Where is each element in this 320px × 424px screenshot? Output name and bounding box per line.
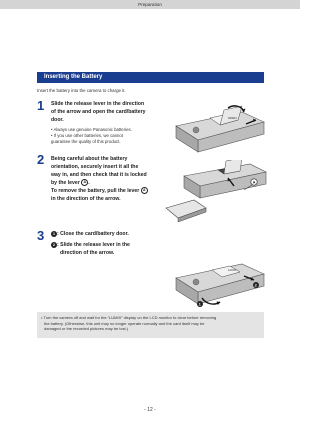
step-1-line: of the arrow and open the card/battery — [51, 109, 146, 115]
step-3-item: 2 : Slide the release lever in the — [52, 241, 130, 248]
step-3-text — [51, 230, 130, 257]
page-number: - 12 - — [144, 407, 156, 413]
bullet-item: guarantee the quality of this product. — [51, 139, 121, 144]
intro-text: Insert the battery into the camera to charge it. — [37, 88, 126, 93]
header-title: Preparation — [138, 2, 162, 7]
lock-label: LOCK — [228, 268, 237, 272]
lever-a-marker: A — [81, 179, 88, 186]
step-3-item: direction of the arrow. — [60, 250, 115, 256]
step-3-ref-1-marker: 1 — [198, 301, 201, 307]
step-2-number: 2 — [37, 152, 45, 167]
lever-a-label: A — [252, 179, 256, 185]
camera-open-door-illustration — [172, 104, 267, 154]
bullet-item: • If you use other batteries, we cannot — [51, 133, 123, 138]
note-line: damaged or the recorded pictures may be lost.) — [44, 326, 129, 332]
step-1-text — [51, 100, 146, 124]
step-1-bullets — [51, 127, 132, 145]
step-2-line: To remove the battery, pull the lever A — [51, 187, 148, 195]
note-text — [41, 315, 261, 332]
step-3-item: 1 : Close the card/battery door. — [52, 230, 129, 237]
step-3-ref-1: 1 — [52, 230, 56, 236]
lever-a-marker: A — [141, 187, 148, 194]
insert-battery-illustration — [164, 160, 269, 222]
step-2-line: Being careful about the battery — [51, 156, 128, 162]
step-2-line: orientation, securely insert it all the — [51, 164, 139, 170]
section-title: Inserting the Battery — [44, 74, 103, 80]
open-label: OPEN — [228, 116, 237, 120]
step-2-line: in the direction of the arrow. — [51, 196, 121, 202]
bullet-item: • Always use genuine Panasonic batteries. — [51, 127, 132, 132]
step-2-line: way in, and then check that it is locked — [51, 172, 147, 178]
step-1-number: 1 — [37, 98, 45, 113]
step-2-line: by the lever A . — [51, 180, 90, 186]
step-1-line: door. — [51, 117, 64, 123]
step-2-text — [51, 155, 148, 203]
step-1-line: Slide the release lever in the direction — [51, 101, 145, 107]
step-3-number: 3 — [37, 228, 45, 243]
camera-close-door-illustration — [172, 254, 267, 310]
step-3-ref-2-marker: 2 — [254, 282, 257, 288]
note-line: • Turn the camera off and wait for the “LUMIX” display on the LCD monitor to clear before removing — [41, 315, 217, 320]
note-line: the battery. (Otherwise, this unit may no longer operate normally and the card itself may be — [44, 320, 205, 326]
step-3-ref-2: 2 — [52, 241, 56, 247]
